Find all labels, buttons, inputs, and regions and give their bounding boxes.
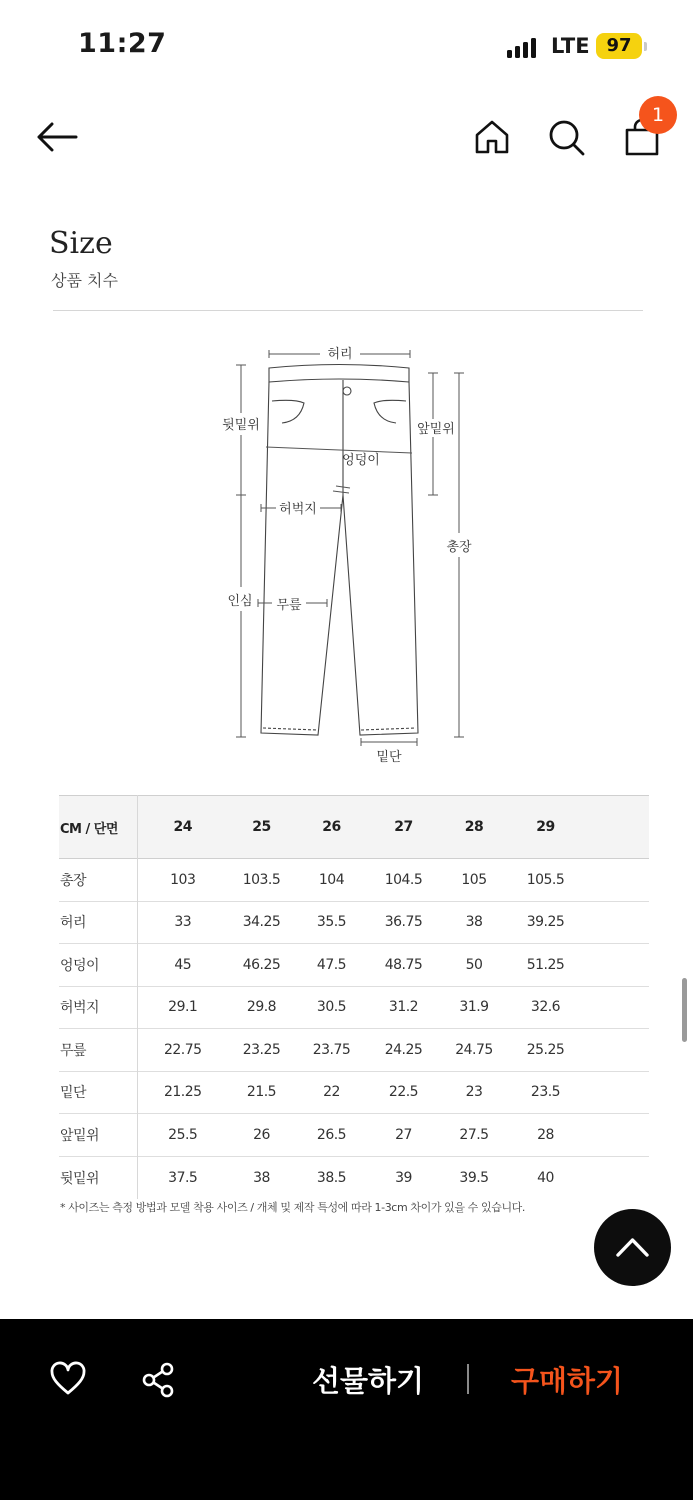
label-back-rise: 뒷밑위 xyxy=(222,418,260,433)
bottom-action-bar xyxy=(0,1319,693,1500)
table-row xyxy=(59,986,649,1029)
row-label: 엉덩이 xyxy=(59,944,137,987)
table-cell: 51.25 xyxy=(526,956,565,973)
table-cell: 37.5 xyxy=(168,1169,198,1186)
size-header-29: 29 xyxy=(536,819,555,835)
label-thigh: 허벅지 xyxy=(279,502,317,517)
label-total-length: 총장 xyxy=(446,540,472,555)
table-cell: 29.8 xyxy=(246,999,277,1016)
table-cell: 22.5 xyxy=(388,1084,419,1101)
table-cell: 38 xyxy=(253,1169,270,1186)
table-cell: 23.25 xyxy=(242,1041,281,1058)
top-nav xyxy=(0,92,693,182)
battery-nub xyxy=(644,42,647,51)
table-cell: 35.5 xyxy=(316,914,347,931)
table-cell: 39.25 xyxy=(526,914,565,931)
row-filler xyxy=(582,1071,649,1114)
table-cell: 23.75 xyxy=(312,1041,351,1058)
row-label: 밑단 xyxy=(59,1071,137,1114)
table-cell: 104 xyxy=(318,871,345,888)
table-cell: 22.75 xyxy=(163,1041,202,1058)
table-cell: 21.25 xyxy=(163,1084,202,1101)
home-icon[interactable] xyxy=(474,119,510,155)
row-label: 총장 xyxy=(59,859,137,902)
scrollbar[interactable] xyxy=(682,978,687,1042)
table-cell: 22 xyxy=(323,1084,340,1101)
table-cell: 29.1 xyxy=(168,999,198,1016)
cart-count-badge: 1 xyxy=(639,96,677,134)
pants-outline-icon xyxy=(261,365,418,736)
table-cell: 48.75 xyxy=(384,956,423,973)
table-cell: 103.5 xyxy=(242,871,281,888)
table-cell: 34.25 xyxy=(242,914,281,931)
table-cell: 23.5 xyxy=(530,1084,561,1101)
chevron-up-icon xyxy=(594,1209,671,1286)
label-inseam: 인심 xyxy=(227,594,253,609)
table-header-row xyxy=(59,796,649,859)
signal-icon xyxy=(507,36,537,58)
label-knee: 무릎 xyxy=(276,598,302,613)
table-row xyxy=(59,859,649,902)
table-cell: 30.5 xyxy=(316,999,347,1016)
table-cell: 23 xyxy=(465,1084,483,1101)
size-header-28: 28 xyxy=(464,819,484,835)
back-arrow-icon[interactable] xyxy=(34,120,80,154)
table-cell: 45 xyxy=(174,956,192,973)
size-header-26: 26 xyxy=(322,819,341,835)
table-row xyxy=(59,1071,649,1114)
table-cell: 39 xyxy=(395,1169,412,1186)
table-cell: 46.25 xyxy=(242,956,281,973)
button-separator xyxy=(467,1364,469,1394)
size-table xyxy=(59,795,649,1199)
table-cell: 36.75 xyxy=(384,914,423,931)
row-filler xyxy=(582,944,649,987)
table-cell: 40 xyxy=(537,1169,554,1186)
row-label: 뒷밑위 xyxy=(59,1156,137,1199)
table-cell: 33 xyxy=(174,914,192,931)
table-cell: 31.2 xyxy=(388,999,419,1016)
row-filler xyxy=(582,986,649,1029)
battery-icon: 97 xyxy=(596,33,642,59)
row-label: 허벅지 xyxy=(59,986,137,1029)
share-icon[interactable] xyxy=(140,1361,178,1399)
table-cell: 27.5 xyxy=(459,1126,489,1143)
table-row xyxy=(59,901,649,944)
size-disclaimer-note: * 사이즈는 측정 방법과 모델 착용 사이즈 / 개체 및 제작 특성에 따라 1-3cm 차이가 있을 수 있습니다. xyxy=(60,1201,526,1214)
table-cell: 26.5 xyxy=(316,1126,347,1143)
section-subheading: 상품 치수 xyxy=(51,271,118,290)
table-cell: 26 xyxy=(253,1126,270,1143)
table-cell: 38 xyxy=(465,914,483,931)
size-header-27: 27 xyxy=(394,819,413,835)
table-cell: 32.6 xyxy=(530,999,561,1016)
buy-button[interactable]: 구매하기 xyxy=(511,1364,624,1398)
table-cell: 28 xyxy=(537,1126,554,1143)
table-cell: 38.5 xyxy=(316,1169,347,1186)
table-cell: 104.5 xyxy=(384,871,423,888)
table-header-label: CM / 단면 xyxy=(59,796,137,859)
table-cell: 27 xyxy=(395,1126,412,1143)
heart-icon[interactable] xyxy=(49,1361,87,1397)
table-cell: 24.25 xyxy=(384,1041,423,1058)
size-header-24: 24 xyxy=(173,819,192,835)
pants-measurement-diagram xyxy=(200,335,500,775)
table-row xyxy=(59,1156,649,1199)
table-cell: 21.5 xyxy=(246,1084,277,1101)
search-icon[interactable] xyxy=(547,118,587,158)
table-row xyxy=(59,1029,649,1072)
size-header-25: 25 xyxy=(252,819,271,835)
table-cell: 39.5 xyxy=(459,1169,489,1186)
status-bar xyxy=(0,0,693,92)
table-row xyxy=(59,1114,649,1157)
row-filler xyxy=(582,1029,649,1072)
label-hem: 밑단 xyxy=(376,750,402,765)
row-label: 무릎 xyxy=(59,1029,137,1072)
table-cell: 103 xyxy=(170,871,196,888)
row-label: 앞밑위 xyxy=(59,1114,137,1157)
section-divider xyxy=(53,310,643,311)
header-filler xyxy=(582,796,649,859)
table-cell: 24.75 xyxy=(455,1041,493,1058)
gift-button[interactable]: 선물하기 xyxy=(312,1364,425,1398)
row-filler xyxy=(582,901,649,944)
row-filler xyxy=(582,1114,649,1157)
label-waist: 허리 xyxy=(327,347,353,362)
row-filler xyxy=(582,1156,649,1199)
table-cell: 50 xyxy=(465,956,483,973)
network-type: LTE xyxy=(551,34,590,58)
status-time: 11:27 xyxy=(78,28,167,59)
scroll-to-top-button[interactable] xyxy=(594,1209,671,1286)
row-filler xyxy=(582,859,649,902)
table-row xyxy=(59,944,649,987)
table-cell: 25.5 xyxy=(168,1126,198,1143)
table-cell: 25.25 xyxy=(526,1041,565,1058)
table-cell: 31.9 xyxy=(459,999,489,1016)
section-heading: Size xyxy=(49,226,113,261)
label-front-rise: 앞밑위 xyxy=(417,422,455,437)
table-cell: 47.5 xyxy=(316,956,347,973)
table-cell: 105 xyxy=(461,871,487,888)
table-cell: 105.5 xyxy=(526,871,565,888)
label-hip: 엉덩이 xyxy=(342,453,380,468)
row-label: 허리 xyxy=(59,901,137,944)
